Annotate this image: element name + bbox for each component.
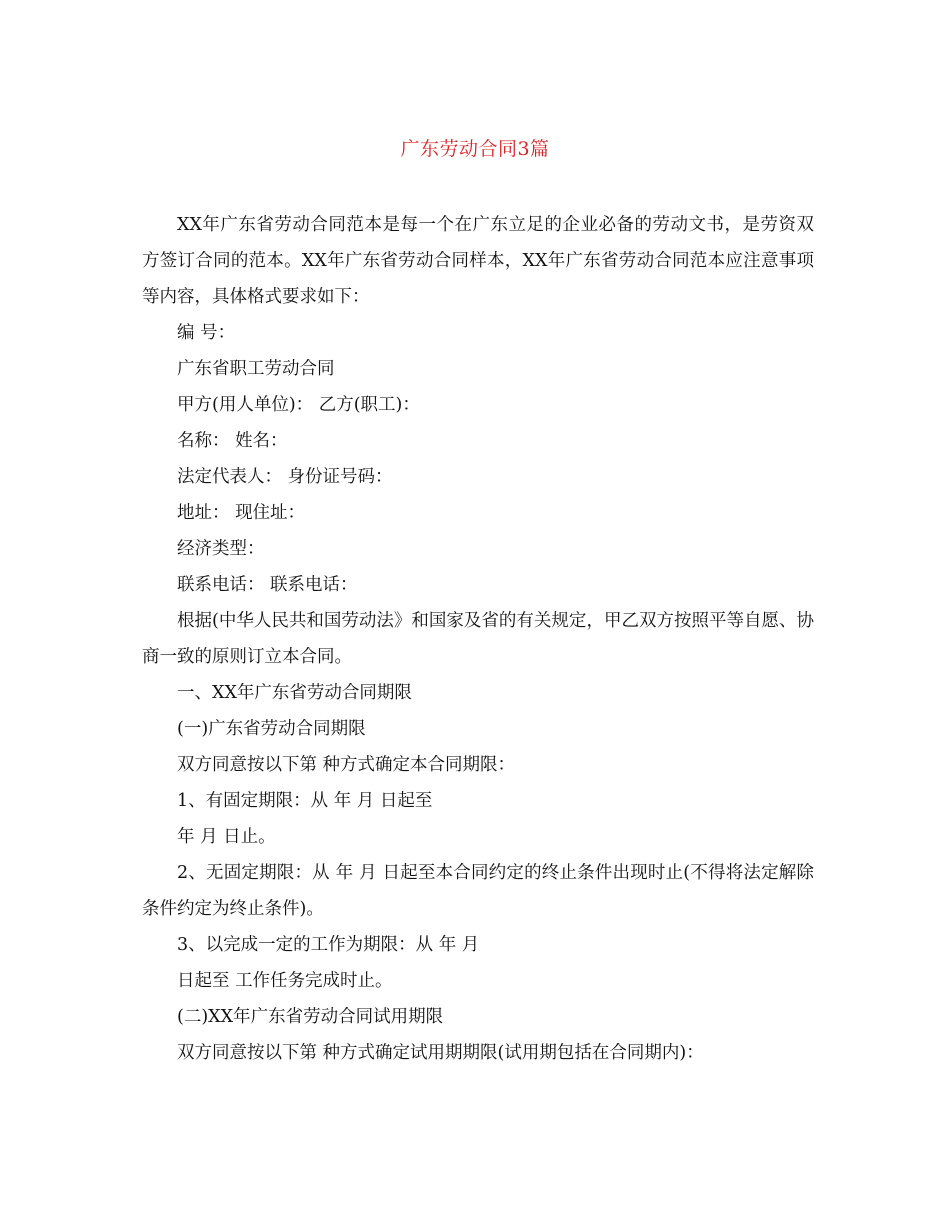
section-heading-term: 一、XX年广东省劳动合同期限	[177, 683, 412, 703]
paragraph-parties: 甲方(用人单位)： 乙方(职工)：	[177, 395, 420, 415]
paragraph-fixed-term: 1、有固定期限：从 年 月 日起至	[177, 791, 433, 811]
paragraph-open-term: 2、无固定期限：从 年 月 日起至本合同约定的终止条件出现时止(不得将法定解除条件约定为终止条件)。	[142, 863, 814, 919]
subsection-heading-probation: (二)XX年广东省劳动合同试用期限	[177, 1007, 444, 1027]
paragraph-name: 名称： 姓名：	[177, 431, 288, 451]
paragraph-legal-representative: 法定代表人： 身份证号码：	[177, 467, 393, 487]
paragraph-task-term-end: 日起至 工作任务完成时止。	[177, 971, 393, 991]
subsection-heading-term: (一)广东省劳动合同期限	[177, 719, 366, 739]
paragraph-contract-name: 广东省职工劳动合同	[177, 359, 335, 379]
document-body	[142, 207, 814, 1071]
paragraph-address: 地址： 现住址：	[177, 503, 306, 523]
paragraph-economic-type: 经济类型：	[177, 539, 265, 559]
paragraph-intro: XX年广东省劳动合同范本是每一个在广东立足的企业必备的劳动文书，是劳资双方签订合同的范本。XX年广东省劳动合同样本，XX年广东省劳动合同范本应注意事项等内容，具体格式要求如下：	[142, 215, 814, 307]
paragraph-term-method: 双方同意按以下第 种方式确定本合同期限：	[177, 755, 516, 775]
paragraph-phone: 联系电话： 联系电话：	[177, 575, 358, 595]
paragraph-basis: 根据(中华人民共和国劳动法》和国家及省的有关规定，甲乙双方按照平等自愿、协商一致的原则订立本合同。	[142, 611, 814, 667]
paragraph-fixed-term-end: 年 月 日止。	[177, 827, 276, 847]
paragraph-task-term: 3、以完成一定的工作为期限：从 年 月	[177, 935, 480, 955]
paragraph-serial-number: 编 号：	[177, 323, 236, 343]
paragraph-probation-method: 双方同意按以下第 种方式确定试用期期限(试用期包括在合同期内)：	[177, 1043, 704, 1063]
document-title: 广东劳动合同3篇	[400, 138, 550, 160]
